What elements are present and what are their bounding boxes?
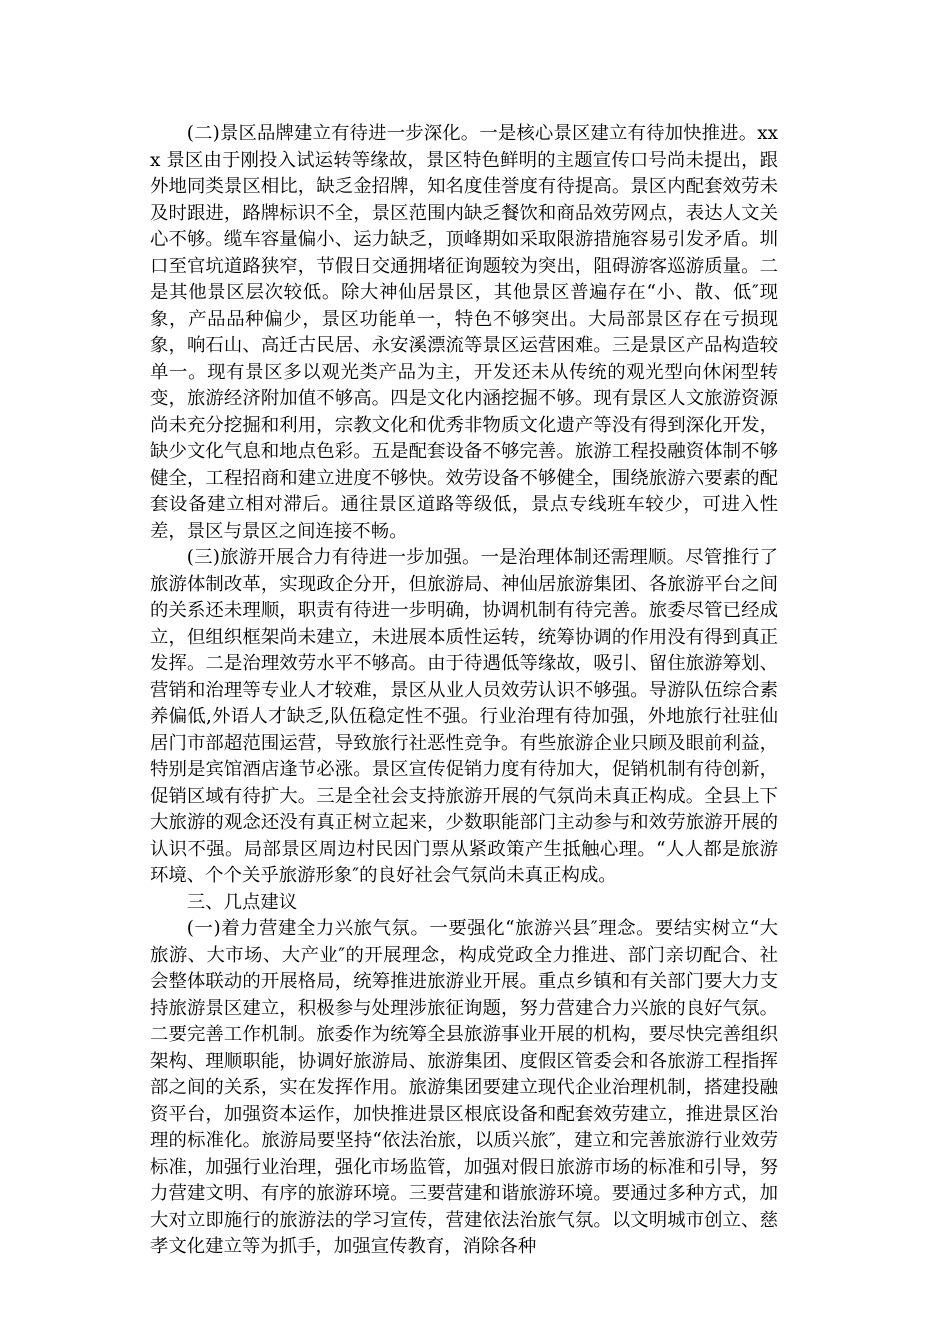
section-heading-suggestions: 三、几点建议: [186, 891, 298, 913]
paragraph-scenic-brand: (二)景区品牌建立有待进一步深化。一是核心景区建立有待加快推进。xxx 景区由于刚投入试运转等缘故，景区特色鲜明的主题宣传口号尚未提出，跟外地同类景区相比，缺乏金招牌，知名度佳誉度有待提高。景区内配套效劳未及时跟进，路牌标识不全，景区范围内缺乏餐饮和商品效劳网点，表达人文关心不够。缆车容量偏小、运力缺乏，顶峰期如采取限游措施容易引发矛盾。圳口至官坑道路狭窄，节假日交通拥堵征询题较为突出，阻碍游客巡游质量。二是其他景区层次较低。除大神仙居景区，其他景区普遍存在“小、散、低″现象，产品品种偏少，景区功能单一，特色不够突出。大局部景区存在亏损现象，响石山、高迁古民居、永安溪漂流等景区运营困难。三是景区产品构造较单一。现有景区多以观光类产品为主，开发还未从传统的观光型向休闲型转变，旅游经济附加值不够高。四是文化内涵挖掘不够。现有景区人文旅游资源尚未充分挖掘和利用，宗教文化和优秀非物质文化遗产等没有得到深化开发，缺少文化气息和地点色彩。五是配套设备不够完善。旅游工程投融资体制不够健全，工程招商和建立进度不够快。效劳设备不够健全，围绕旅游六要素的配套设备建立相对滞后。通往景区道路等级低，景点专线班车较少，可进入性差，景区与景区之间连接不畅。: [150, 123, 778, 542]
paragraph-tourism-atmosphere: (一)着力营建全力兴旅气氛。一要强化“旅游兴县″理念。要结实树立“大旅游、大市场、大产业″的开展理念，构成党政全力推进、部门亲切配合、社会整体联动的开展格局，统筹推进旅游业开展。重点乡镇和有关部门要大力支持旅游景区建立，积极参与处理涉旅征询题，努力营建合力兴旅的良好气氛。二要完善工作机制。旅委作为统筹全县旅游事业开展的机构，要尽快完善组织架构、理顺职能，协调好旅游局、旅游集团、度假区管委会和各旅游工程指挥部之间的关系，实在发挥作用。旅游集团要建立现代企业治理机制，搭建投融资平台，加强资本运作，加快推进景区根底设备和配套效劳建立，推进景区治理的标准化。旅游局要坚持“依法治旅，以质兴旅″，建立和完善旅游行业效劳标准，加强行业治理，强化市场监管，加强对假日旅游市场的标准和引导，努力营建文明、有序的旅游环境。三要营建和谐旅游环境。要通过多种方式，加大对立即施行的旅游法的学习宣传，营建依法治旅气氛。以文明城市创立、慈孝文化建立等为抓手，加强宣传教育，消除各种: [150, 918, 778, 1257]
paragraph-tourism-synergy: (三)旅游开展合力有待进一步加强。一是治理体制还需理顺。尽管推行了旅游体制改革，实现政企分开，但旅游局、神仙居旅游集团、各旅游平台之间的关系还未理顺，职责有待进一步明确，协调机制有待完善。旅委尽管已经成立，但组织框架尚未建立，未进展本质性运转，统筹协调的作用没有得到真正发挥。二是治理效劳水平不够高。由于待遇低等缘故，吸引、留住旅游筹划、营销和治理等专业人才较难，景区从业人员效劳认识不够强。导游队伍综合素养偏低,外语人才缺乏,队伍稳定性不强。行业治理有待加强，外地旅行社驻仙居门市部超范围运营，导致旅行社恶性竞争。有些旅游企业只顾及眼前利益，特别是宾馆酒店逢节必涨。景区宣传促销力度有待加大，促销机制有待创新，促销区域有待扩大。三是全社会支持旅游开展的气氛尚未真正构成。全县上下大旅游的观念还没有真正树立起来，少数职能部门主动参与和效劳旅游开展的认识不强。局部景区周边村民因门票从紧政策产生抵触心理。“人人都是旅游环境、个个关乎旅游形象″的良好社会气氛尚未真正构成。: [150, 547, 778, 886]
document-body: [150, 121, 778, 1261]
